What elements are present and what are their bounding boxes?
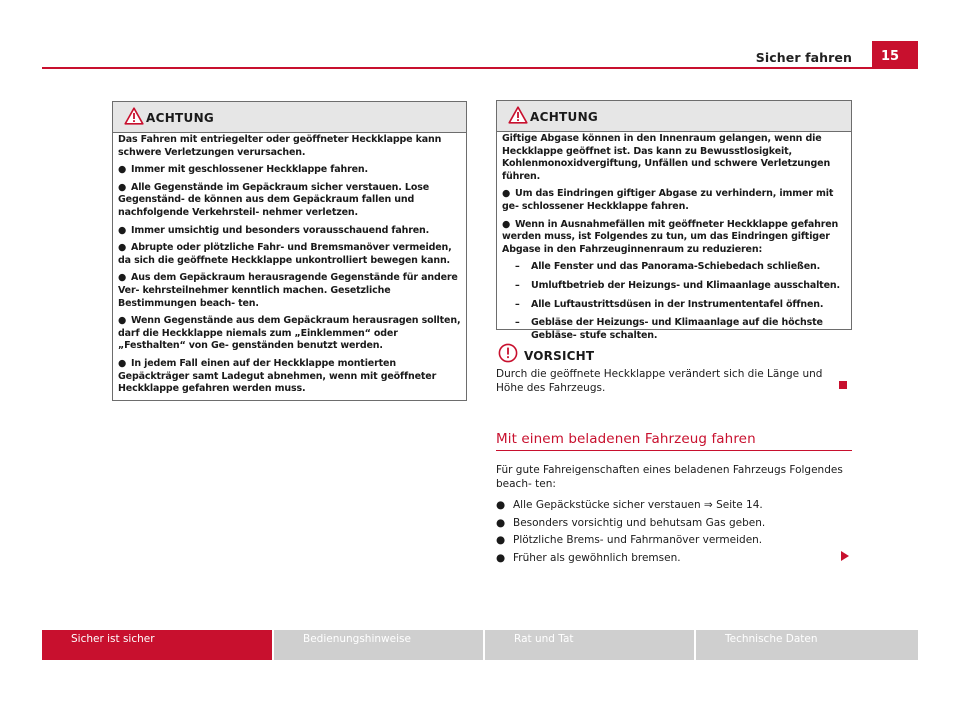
warning-bullet: ● Um das Eindringen giftiger Abgase zu verhindern, immer mit ge- schlossener Heckklappe fahren.	[502, 188, 834, 212]
footer-tab-sicher-ist-sicher[interactable]: Sicher ist sicher	[42, 630, 272, 660]
warning-sub-item: – Alle Fenster und das Panorama-Schiebedach schließen.	[515, 261, 821, 273]
section-intro: Für gute Fahreigenschaften eines beladenen Fahrzeugs Folgendes beach- ten:	[496, 464, 843, 490]
page-header-title: Sicher fahren	[755, 50, 852, 65]
warning-bullet: ● In jedem Fall einen auf der Heckklappe montierten Gepäckträger samt Ladegut abnehmen, wenn mit geöffneter Heckklappe gefahren werden muss.	[118, 357, 437, 395]
section-list	[496, 499, 848, 569]
warning-title: ACHTUNG	[530, 110, 599, 124]
warning-intro: Das Fahren mit entriegelter oder geöffneter Heckklappe kann schwere Verletzungen verursachen.	[118, 134, 442, 158]
warning-triangle-icon	[508, 106, 528, 124]
section-rule	[496, 450, 852, 451]
footer-tab-bedienungshinweise[interactable]: Bedienungshinweise	[274, 630, 483, 660]
warning-bullet: ● Wenn Gegenstände aus dem Gepäckraum herausragen sollten, darf die Heckklappe niemals zum „Einklemmen“ oder „Festhalten“ von Ge- genständen benutzt werden.	[118, 315, 461, 352]
warning-sub-item: – Umluftbetrieb der Heizungs- und Klimaanlage ausschalten.	[515, 279, 840, 291]
warning-box-left	[112, 101, 467, 401]
list-item: ● Besonders vorsichtig und behutsam Gas geben.	[496, 516, 766, 529]
list-item: ● Früher als gewöhnlich bremsen.	[496, 551, 681, 564]
warning-box-header	[113, 102, 466, 133]
caution-title: VORSICHT	[524, 349, 595, 363]
warning-intro: Giftige Abgase können in den Innenraum gelangen, wenn die Heckklappe geöffnet ist. Das kann zu Bewusstlosigkeit, Kohlenmonoxidvergiftung, Unfällen und schwere Verletzungen führen.	[502, 133, 831, 182]
warning-title: ACHTUNG	[146, 111, 215, 125]
warning-triangle-icon	[124, 107, 144, 125]
warning-bullet: ● Immer umsichtig und besonders vorausschauend fahren.	[118, 224, 430, 236]
warning-box-right	[496, 100, 852, 341]
list-item: ● Plötzliche Brems- und Fahrmanöver vermeiden.	[496, 534, 763, 546]
continue-arrow-icon	[840, 550, 850, 562]
exclamation-circle-icon	[498, 343, 518, 363]
warning-box-body	[113, 133, 466, 396]
caution-text: Durch die geöffnete Heckklappe verändert sich die Länge und Höhe des Fahrzeugs.	[496, 368, 823, 394]
footer-tab-rat-und-tat[interactable]: Rat und Tat	[485, 630, 694, 660]
warning-sub-item: – Alle Luftaustrittsdüsen in der Instrumententafel öffnen.	[515, 298, 824, 310]
list-item: ● Alle Gepäckstücke sicher verstauen ⇒ Seite 14.	[496, 499, 763, 511]
warning-bullet: ● Immer mit geschlossener Heckklappe fahren.	[118, 164, 368, 176]
section-heading: Mit einem beladenen Fahrzeug fahren	[496, 431, 756, 447]
warning-box-body	[497, 132, 851, 342]
warning-box-header	[497, 101, 851, 132]
section-end-marker	[839, 381, 847, 389]
warning-bullet: ● Aus dem Gepäckraum herausragende Gegenstände für andere Ver- kehrsteilnehmer kenntlich machen. Gesetzliche Bestimmungen beach- ten.	[118, 272, 458, 309]
footer-tab-technische-daten[interactable]: Technische Daten	[696, 630, 918, 660]
footer-nav	[42, 630, 918, 660]
warning-sub-item: – Gebläse der Heizungs- und Klimaanlage auf die höchste Gebläse- stufe schalten.	[515, 317, 823, 341]
warning-bullet: ● Wenn in Ausnahmefällen mit geöffneter Heckklappe gefahren werden muss, ist Folgendes zu tun, um das Eindringen giftiger Abgase in den Fahrzeuginnenraum zu reduzieren:	[502, 218, 839, 255]
page-number-badge: 15	[872, 41, 918, 69]
header-rule	[42, 67, 872, 69]
warning-bullet: ● Abrupte oder plötzliche Fahr- und Bremsmanöver vermeiden, da sich die geöffnete Heckklappe unkontrolliert bewegen kann.	[118, 242, 452, 266]
warning-bullet: ● Alle Gegenstände im Gepäckraum sicher verstauen. Lose Gegenständ- de können aus dem Gepäckraum fallen und nachfolgende Verkehrsteil- nehmer verletzen.	[118, 181, 429, 218]
